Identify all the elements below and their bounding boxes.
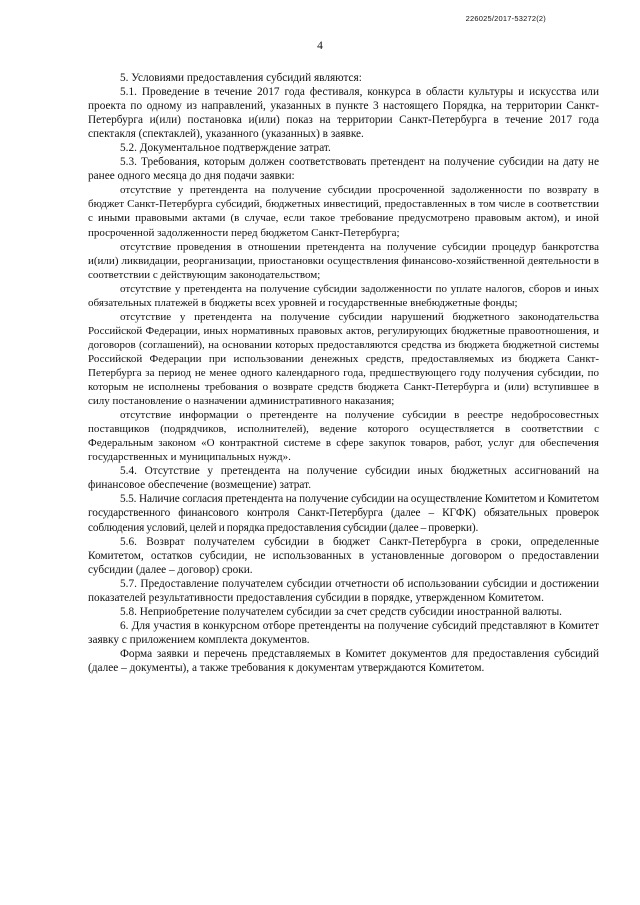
paragraph-5-4: 5.4. Отсутствие у претендента на получение субсидии иных бюджетных ассигнований на финансовое обеспечение (возмещение) затрат. (88, 465, 599, 492)
page-number: 4 (317, 40, 323, 52)
requirement-no-tax-debt: отсутствие у претендента на получение субсидии задолженности по уплате налогов, сборов и иных обязательных платежей в бюджеты всех уровней и государственные внебюджетные фонды; (88, 282, 599, 309)
paragraph-5-3: 5.3. Требования, которым должен соответствовать претендент на получение субсидии на дату не ранее одного месяца до дня подачи заявки: (88, 156, 599, 183)
paragraph-5-7: 5.7. Предоставление получателем субсидии отчетности об использовании субсидии и достижении показателей результативности предоставления субсидии в порядке, утвержденном Комитетом. (88, 577, 599, 604)
paragraph-5-5: 5.5. Наличие согласия претендента на получение субсидии на осуществление Комитетом и Комитетом государственного финансового контроля Санкт-Петербурга (далее – КГФК) обязательных проверок соблюдения условий, целей и порядка предоставления субсидии (далее – проверки). (88, 493, 599, 534)
requirement-not-in-registry: отсутствие информации о претенденте на получение субсидии в реестре недобросовестных поставщиков (подрядчиков, исполнителей), ведение которого осуществляется в соответствии с Федеральным законом «О контрактной системе в сфере закупок товаров, работ, услуг для обеспечения государственных и муниципальных нужд». (88, 409, 599, 464)
paragraph-5-1: 5.1. Проведение в течение 2017 года фестиваля, конкурса в области культуры и искусства или проекта по одному из направлений, указанных в пункте 3 настоящего Порядка, на территории Санкт-Петербурга и(или) постановка и(или) показ на территории Санкт-Петербурга в течение 2017 года спектакля (спектаклей), указанного (указанных) в заявке. (88, 86, 599, 141)
paragraph-form-and-documents: Форма заявки и перечень представляемых в Комитет документов для предоставления субсидий (далее – документы), а также требования к документам утверждаются Комитетом. (88, 647, 599, 674)
document-body (88, 71, 599, 675)
requirement-no-budget-violations: отсутствие у претендента на получение субсидии нарушений бюджетного законодательства Российской Федерации, иных нормативных правовых актов, регулирующих бюджетные правоотношения, и договоров (соглашений), на основании которых предоставляются средства из бюджета бюджетной системы Российской Федерации при использовании денежных средств, предоставляемых из бюджета Санкт-Петербурга за период не менее одного календарного года, предшествующего году получения субсидии, по которым не исполнены требования о возврате средств бюджета Санкт-Петербурга и (или) вступившее в силу постановление о назначении административного наказания; (88, 310, 599, 408)
paragraph-5: 5. Условиями предоставления субсидий являются: (120, 72, 362, 84)
paragraph-5-6: 5.6. Возврат получателем субсидии в бюджет Санкт-Петербурга в сроки, определенные Комитетом, остатков субсидии, не использованных в установленные договором о предоставлении субсидии (далее – договор) сроки. (88, 535, 599, 576)
requirement-no-bankruptcy: отсутствие проведения в отношении претендента на получение субсидии процедур банкротства и(или) ликвидации, реорганизации, приостановки осуществления финансово-хозяйственной деятельности в соответствии с действующим законодательством; (88, 240, 599, 281)
registration-number: 226025/2017-53272(2) (465, 14, 546, 23)
paragraph-6: 6. Для участия в конкурсном отборе претенденты на получение субсидий представляют в Комитет заявку с приложением комплекта документов. (88, 619, 599, 646)
requirement-no-overdue-debt: отсутствие у претендента на получение субсидии просроченной задолженности по возврату в бюджет Санкт-Петербурга субсидий, бюджетных инвестиций, предоставленных в том числе в соответствии с иными правовыми актами (в случае, если такое требование предусмотрено правовым актом), и иной просроченной задолженности перед бюджетом Санкт-Петербурга; (88, 184, 599, 239)
paragraph-5-2: 5.2. Документальное подтверждение затрат. (120, 142, 331, 155)
paragraph-5-8: 5.8. Неприобретение получателем субсидии за счет средств субсидии иностранной валюты. (120, 605, 562, 618)
